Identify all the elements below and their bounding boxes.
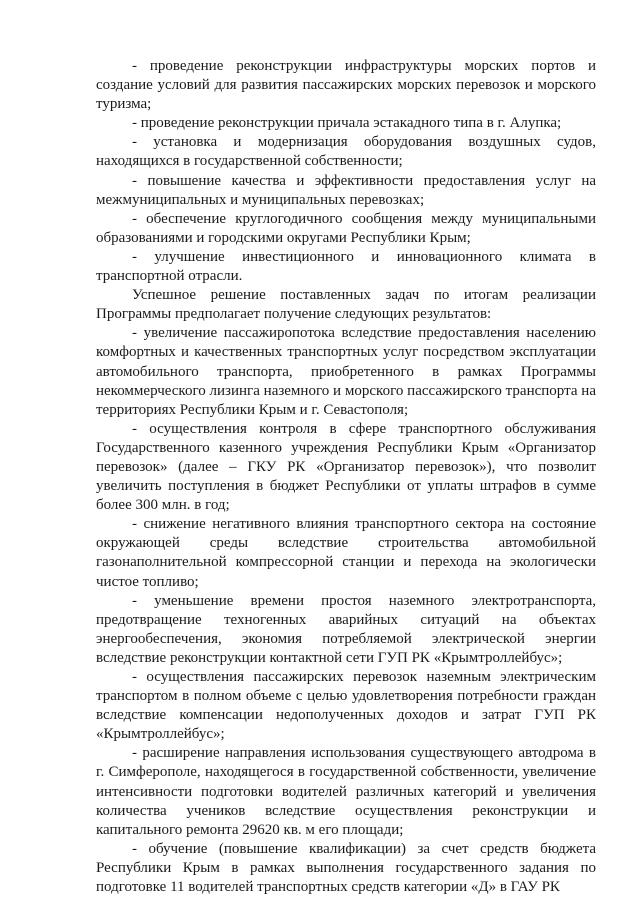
paragraph-service-quality: - повышение качества и эффективности предоставления услуг на межмуниципальных и муниципальных перевозках; [96, 172, 596, 208]
paragraph-environment: - снижение негативного влияния транспортного сектора на состояние окружающей среды вследствие строительства автомобильной газонаполнительной компрессорной станции и перехода на экологически чистое топливо; [96, 516, 596, 590]
paragraph-driver-training: - обучение (повышение квалификации) за счет средств бюджета Республики Крым в рамках выполнения государственного задания по подготовке 11 водителей транспортных средств категории «Д» в ГАУ РК [96, 840, 596, 896]
document-body [96, 57, 596, 897]
paragraph-alupka-pier: - проведение реконструкции причала эстакадного типа в г. Алупка; [132, 115, 562, 132]
paragraph-investment-climate: - улучшение инвестиционного и инновационного климата в транспортной отрасли. [96, 248, 596, 285]
paragraph-year-round-connection: - обеспечение круглогодичного сообщения между муниципальными образованиями и городскими округами Республики Крым; [96, 210, 596, 246]
paragraph-passenger-electric-transport: - осуществления пассажирских перевозок наземным электрическим транспортом в полном объеме с целью удовлетворения потребности граждан вследствие компенсации недополученных доходов и затрат ГУП РК «Крымтроллейбус»; [96, 669, 596, 743]
paragraph-expected-results-intro: Успешное решение поставленных задач по итогам реализации Программы предполагает получение следующих результатов: [96, 287, 596, 323]
paragraph-transport-control: - осуществления контроля в сфере транспортного обслуживания Государственного казенного учреждения Республики Крым «Организатор перевозок» (далее – ГКУ РК «Организатор перевозок»), что позволит увеличить поступления в бюджет Республики от уплаты штрафов в сумме более 300 млн. в год; [96, 420, 596, 514]
paragraph-seaports: - проведение реконструкции инфраструктуры морских портов и создание условий для развития пассажирских морских перевозок и морского туризма; [96, 58, 596, 113]
paragraph-aircraft-equipment: - установка и модернизация оборудования воздушных судов, находящихся в государственной собственности; [96, 134, 596, 170]
paragraph-passenger-flow: - увеличение пассажиропотока вследствие предоставления населению комфортных и качественных транспортных услуг посредством эксплуатации автомобильного транспорта, приобретенного в рамках Программы некоммерческого лизинга наземного и морского пассажирского транспорта на территориях Республики Крым и г. Севастополя; [96, 325, 596, 418]
paragraph-driving-range: - расширение направления использования существующего автодрома в г. Симферополе, находящегося в государственной собственности, увеличение интенсивности подготовки водителей различных категорий и увеличения количества учеников вследствие осуществления реконструкции и капитального ремонта 29620 кв. м его площади; [96, 745, 596, 838]
paragraph-electric-transport-downtime: - уменьшение времени простоя наземного электротранспорта, предотвращение техногенных аварийных ситуаций на объектах энергообеспечения, экономия потребляемой электрической энергии вследствие реконструкции контактной сети ГУП РК «Крымтроллейбус»; [96, 592, 596, 666]
